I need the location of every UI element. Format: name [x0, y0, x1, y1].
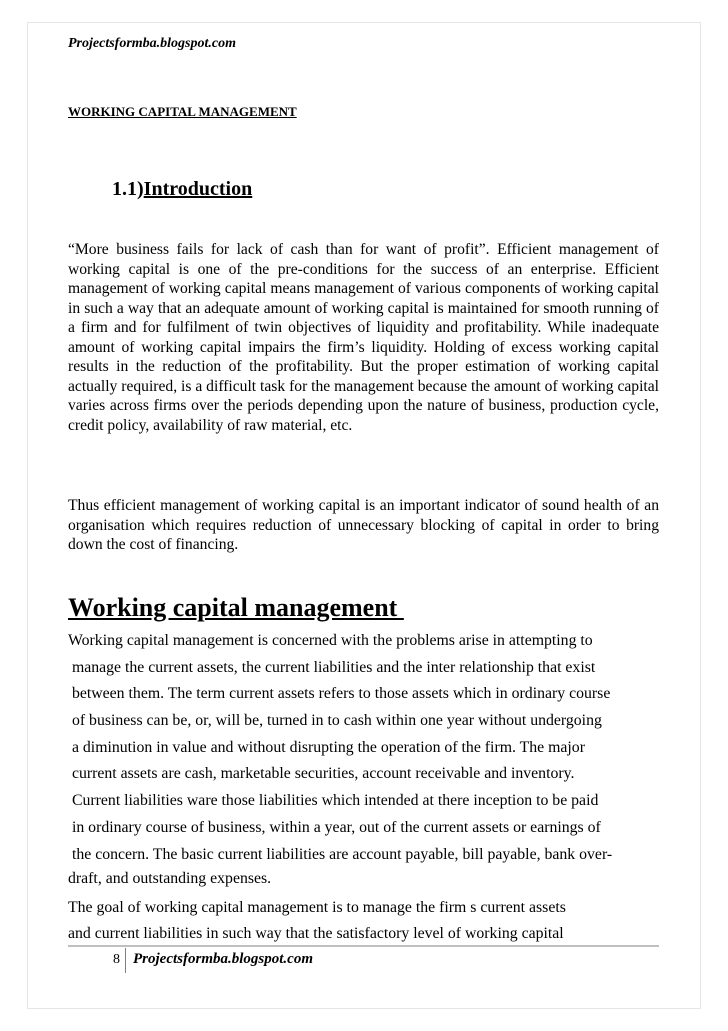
footer-site: Projectsformba.blogspot.com	[133, 951, 313, 967]
footer-separator	[125, 948, 126, 973]
intro-paragraph-2: Thus efficient management of working capital is an important indicator of sound health of an organisation which requires reduction of unnecessary blocking of capital in order to bring down the cost of financing.	[68, 497, 659, 553]
section-line: the concern. The basic current liabilities are account payable, bill payable, bank over-	[68, 846, 613, 863]
section-heading: Working capital management	[68, 593, 404, 622]
document-title: WORKING CAPITAL MANAGEMENT	[68, 104, 297, 119]
section-line: draft, and outstanding expenses.	[68, 870, 272, 887]
intro-heading-number: 1.1)	[112, 178, 144, 200]
intro-paragraph-1: “More business fails for lack of cash than for want of profit”. Efficient management of working capital is one of the pre-conditions for the success of an enterprise. Efficient management of working capital means management of various components of working capital in such a way that an adequate amount of working capital is maintained for smooth running of a firm and for fulfilment of twin objectives of liquidity and profitability. While inadequate amount of working capital impairs the firm’s liquidity. Holding of excess working capital results in the reduction of the profitability. But the proper estimation of working capital actually required, is a difficult task for the management because the amount of working capital varies across firms over the periods depending upon the nature of business, production cycle, credit policy, availability of raw material, etc.	[68, 241, 659, 434]
intro-heading	[112, 178, 252, 201]
section-line: of business can be, or, will be, turned in to cash within one year without undergoing	[68, 712, 602, 729]
section-line: manage the current assets, the current liabilities and the inter relationship that exist	[68, 659, 596, 676]
section-line: between them. The term current assets refers to those assets which in ordinary course	[68, 685, 611, 702]
section-line: The goal of working capital management is to manage the firm s current assets	[68, 899, 566, 916]
section-line: and current liabilities in such way that the satisfactory level of working capital	[68, 925, 564, 942]
page-header: Projectsformba.blogspot.com	[68, 36, 236, 51]
section-line: Current liabilities ware those liabilities which intended at there inception to be paid	[68, 792, 599, 809]
footer-page-number: 8	[113, 952, 120, 967]
section-line: Working capital management is concerned with the problems arise in attempting to	[68, 632, 593, 649]
section-line: in ordinary course of business, within a year, out of the current assets or earnings of	[68, 819, 601, 836]
section-line: current assets are cash, marketable securities, account receivable and inventory.	[68, 765, 575, 782]
intro-heading-text: Introduction	[143, 178, 253, 200]
section-line: a diminution in value and without disrupting the operation of the firm. The major	[68, 739, 585, 756]
footer-rule	[68, 945, 659, 947]
